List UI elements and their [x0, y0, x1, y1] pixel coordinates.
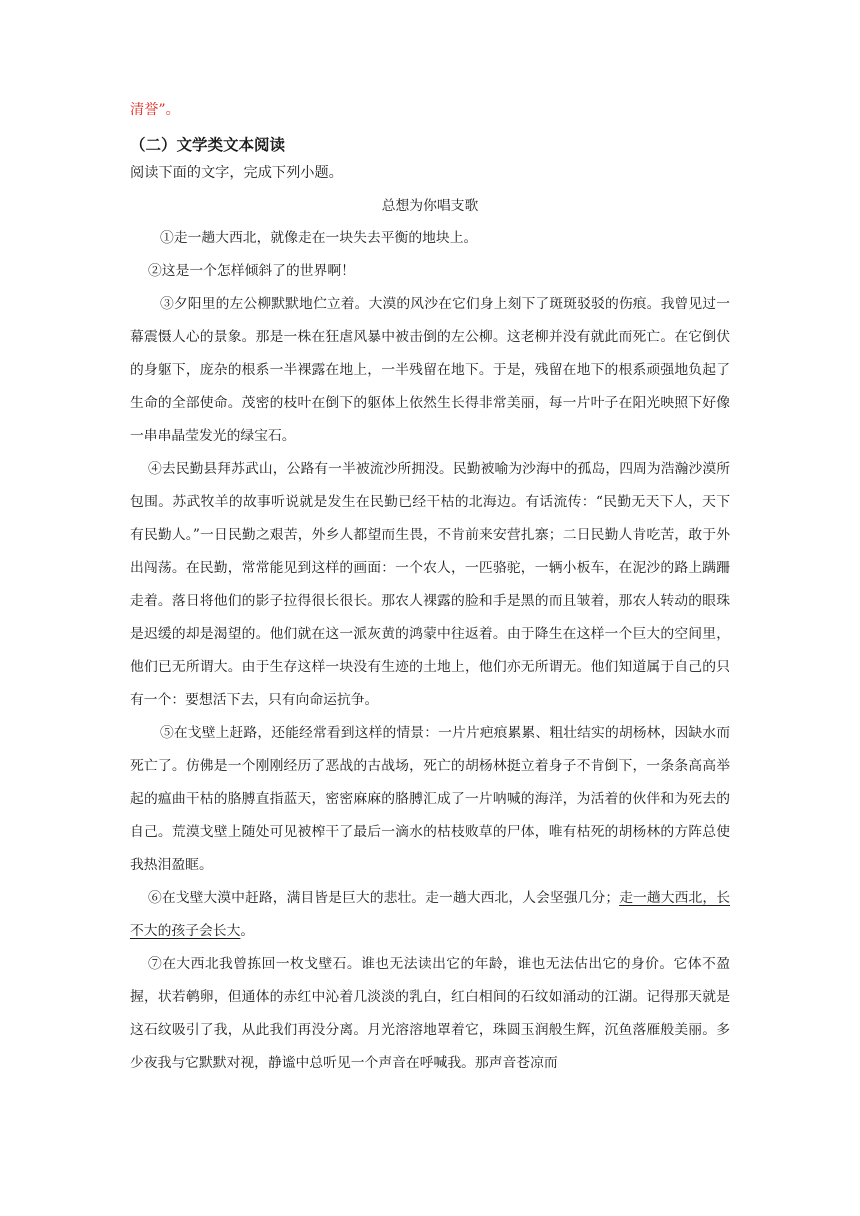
paragraph-4: ④去民勤县拜苏武山，公路有一半被流沙所拥没。民勤被喻为沙海中的孤岛，四周为浩瀚沙漠所包围。苏武牧羊的故事听说就是发生在民勤已经干枯的北海边。有话流传：“民勤无天下人，天下有民勤人。”一日民勤之艰苦，外乡人都望而生畏，不肯前来安营扎寨；二日民勤人肯吃苦，敢于外出闯荡。在民勤，常常能见到这样的画面：一个农人，一匹骆驼，一辆小板车，在泥沙的路上蹒跚走着。落日将他们的影子拉得很长很长。那农人裸露的脸和手是黑的而且皱着，那农人转动的眼珠是迟缓的却是渴望的。他们就在这一派灰黄的鸿蒙中往返着。由于降生在这样一个巨大的空间里，他们已无所谓大。由于生存这样一块没有生迹的土地上，他们亦无所谓无。他们知道属于自己的只有一个：要想活下去，只有向命运抗争。 — [130, 461, 730, 708]
previous-passage-fragment: 清誉”。 — [130, 102, 180, 118]
section-heading: （二）文学类文本阅读 — [130, 136, 286, 154]
underlined-sentence: 走一趟大西北，长不大的孩子会长大 — [130, 890, 731, 939]
paragraph-5: ⑤在戈壁上赶路，还能经常看到这样的情景：一片片疤痕累累、粗壮结实的胡杨林，因缺水而死亡了。仿佛是一个刚刚经历了恶战的古战场，死亡的胡杨林挺立着身子不肯倒下，一条条高高举起的瘟曲干枯的胳膊直指蓝天，密密麻麻的胳膊汇成了一片呐喊的海洋，为活着的伙伴和为死去的自己。荒漠戈壁上随处可见被榨干了最后一滴水的枯枝败草的尸体，唯有枯死的胡杨林的方阵总使我热泪盈眶。 — [130, 725, 730, 873]
paragraph-6-text: ⑥在戈壁大漠中赶路，满目皆是巨大的悲壮。走一趟大西北，人会坚强几分； — [148, 890, 620, 906]
document-page — [130, 100, 730, 1080]
paragraph-6 — [130, 882, 730, 948]
paragraph-1: ①走一趟大西北，就像走在一块失去平衡的地块上。 — [160, 230, 478, 246]
paragraph-7: ⑦在大西北我曾拣回一枚戈壁石。谁也无法读出它的年龄，谁也无法估出它的身价。它体不盈握，状若鹌卵，但通体的赤红中沁着几淡淡的乳白，红白相间的石纹如涌动的江湖。记得那天就是这石纹吸引了我，从此我们再没分离。月光溶溶地罩着它，珠圆玉润般生辉，沉鱼落雁般美丽。多少夜我与它默默对视，静谧中总听见一个声音在呼喊我。那声音苍凉而 — [130, 956, 730, 1071]
essay-title: 总想为你唱支歌 — [381, 198, 479, 214]
paragraph-2: ②这是一个怎样倾斜了的世界啊！ — [148, 263, 355, 279]
paragraph-6-end: 。 — [240, 923, 255, 939]
reading-instruction: 阅读下面的文字，完成下列小题。 — [130, 165, 343, 181]
paragraph-3: ③夕阳里的左公柳默默地伫立着。大漠的风沙在它们身上刻下了斑斑驳驳的伤痕。我曾见过一幕震慑人心的景象。那是一株在狂虐风暴中被击倒的左公柳。这老柳并没有就此而死亡。在它倒伏的身躯下，庞杂的根系一半裸露在地上，一半残留在地下。于是，残留在地下的根系顽强地负起了生命的全部使命。茂密的枝叶在倒下的躯体上依然生长得非常美丽，每一片叶子在阳光映照下好像一串串晶莹发光的绿宝石。 — [130, 296, 730, 444]
